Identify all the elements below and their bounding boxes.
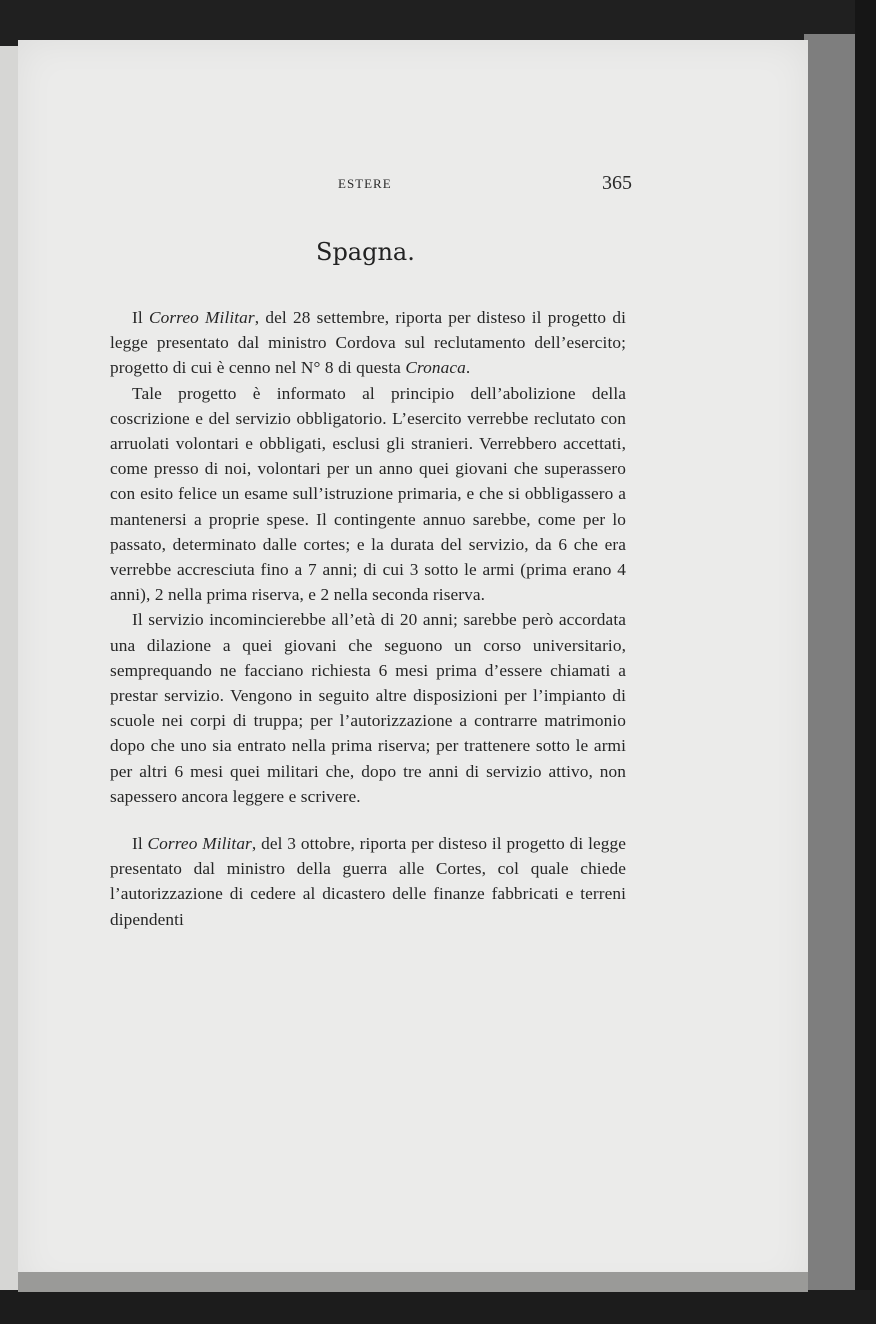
paragraph-1: Il Correo Militar, del 28 settembre, riporta per disteso il progetto di legge presentato dal ministro Cordova sul reclutamento dell’esercito; progetto di cui è cenno nel N° 8 di questa Cronaca. bbox=[110, 308, 627, 378]
running-header bbox=[338, 172, 632, 196]
section-name: ESTERE bbox=[338, 176, 392, 191]
scan-border-right bbox=[855, 0, 876, 1324]
paragraph-2: Tale progetto è informato al principio dell’abolizione della coscrizione e del servizio obbligatorio. L’esercito verrebbe reclutato con arruolati volontari e obbligati, esclusi gli stranieri. Verrebbero accettati, come presso di noi, volontari per un anno quei giovani che superassero con esito felice un esame sull’istruzione primaria, e che si obbligassero a mantenersi a proprie spese. Il contingente annuo sarebbe, come per lo passato, determinato dalle cortes; e la durata del servizio, da 6 che era verrebbe accresciuta fino a 7 anni; di cui 3 sotto le armi (prima erano 4 anni), 2 nella prima riserva, e 2 nella seconda riserva. bbox=[110, 383, 626, 605]
paragraph-4: Il Correo Militar, del 3 ottobre, riporta per disteso il progetto di legge presentato dal ministro della guerra alle Cortes, col quale chiede l’autorizzazione di cedere al dicastero delle finanze fabbricati e terreni dipendenti bbox=[110, 834, 626, 929]
page-number: 365 bbox=[602, 172, 632, 194]
page-shadow bbox=[804, 34, 856, 1292]
page-bottom-edge bbox=[18, 1272, 808, 1292]
paragraph-3: Il servizio incomincierebbe all’età di 20 anni; sarebbe però accordata una dilazione a quei giovani che seguono un corso universitario, semprequando ne facciano richiesta 6 mesi prima d’essere chiamati a prestar servizio. Vengono in seguito altre disposizioni per l’impianto di scuole nei corpi di truppa; per l’autorizzazione a contrarre matrimonio dopo che uno sia entrato nella prima riserva; per trattenere sotto le armi per altri 6 mesi quei militari che, dopo tre anni di servizio attivo, non sapessero ancora leggere e scrivere. bbox=[110, 610, 626, 806]
body-text bbox=[110, 305, 626, 932]
section-title: Spagna. bbox=[316, 238, 415, 266]
scan-border-bottom bbox=[0, 1290, 876, 1324]
